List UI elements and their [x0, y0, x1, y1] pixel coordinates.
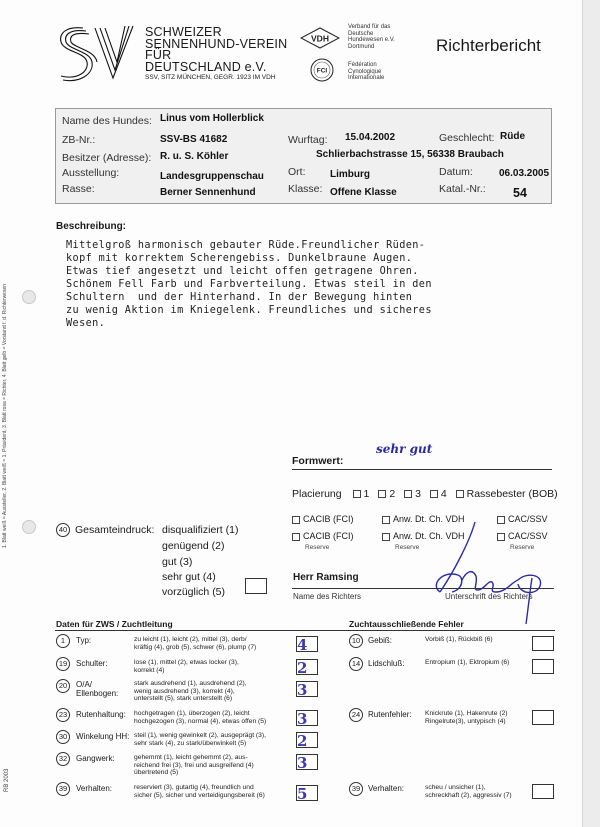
handwritten-answer: 3: [297, 754, 308, 772]
place-4-option[interactable]: [430, 488, 447, 500]
club-name-line: DEUTSCHLAND e.V.: [145, 59, 267, 74]
checkbox[interactable]: [292, 533, 300, 541]
ausstellung-value: Landesgruppenschau: [160, 171, 264, 182]
item-number-badge: 14: [349, 657, 363, 671]
zws-row-option-line: reichend frei (3), frei und ausgreifend (4): [134, 761, 254, 769]
description-line: kopf mit korrektem Scherengebiss. Dunkelbraune Augen.: [66, 253, 413, 264]
name-label: Name des Hundes:: [62, 115, 152, 127]
club-name-line: FÜR: [145, 48, 172, 62]
res-cac-ssv-label: CAC/SSV: [508, 531, 548, 541]
res-cacib-label: CACIB (FCI): [303, 531, 354, 541]
bob-option[interactable]: [456, 488, 558, 500]
handwritten-answer: 2: [297, 659, 308, 677]
gesamt-option: gut (3): [162, 556, 193, 568]
fault-row-options: [425, 659, 509, 667]
fault-row-option-line: Knickrute (1), Hakenrute (2): [425, 710, 508, 717]
zws-row-option-line: korrekt (4): [134, 666, 165, 674]
zws-row-label: Rutenhaltung:: [76, 710, 126, 719]
club-subtitle: SSV, SITZ MÜNCHEN, GEGR. 1923 IM VDH: [145, 74, 276, 81]
wurftag-label: Wurftag:: [288, 134, 328, 146]
zws-row-option-line: hochgezogen (3), normal (4), etwas offen (5): [134, 717, 267, 725]
fault-answer-box[interactable]: [532, 636, 554, 651]
zws-row-label: Gangwerk:: [76, 754, 115, 763]
checkbox[interactable]: [292, 516, 300, 524]
fault-row-label: Verhalten:: [368, 784, 405, 793]
place-1-option[interactable]: [353, 488, 370, 500]
section-divider: [55, 630, 555, 631]
zws-row-label-line: O/A/: [76, 680, 93, 689]
zws-row-option-line: lose (1), mittel (2), etwas locker (3),: [134, 659, 239, 666]
klasse-value: Offene Klasse: [330, 187, 397, 198]
besitzer-value: R. u. S. Köhler: [160, 151, 229, 162]
handwritten-answer: 2: [297, 732, 308, 750]
fault-row-label: Gebiß:: [368, 636, 393, 645]
vdh-logo-text: VDH: [311, 33, 329, 44]
zws-row-option-line: übertretend (5): [134, 769, 179, 777]
club-name: [145, 27, 287, 73]
besitzer-label: Besitzer (Adresse):: [62, 152, 152, 164]
fault-answer-box[interactable]: [532, 710, 554, 725]
gesamt-option: vorzüglich (5): [162, 586, 226, 598]
vdh-assoc-line: Verband für das: [348, 24, 391, 30]
item-number-badge: 10: [349, 634, 363, 648]
description-line: Schönem Fell Farb und Farbverteilung. Etwas steil in den: [66, 279, 432, 290]
item-number-badge: 19: [56, 657, 70, 671]
ort-label: Ort:: [288, 166, 306, 178]
zws-row-option-line: sehr stark (4), zu stark/überwinkelt (5): [134, 739, 247, 747]
cac-ssv-label: CAC/SSV: [508, 514, 548, 524]
checkbox[interactable]: [378, 490, 386, 498]
zws-row-option-line: reserviert (3), gutartig (4), freundlich und: [134, 784, 254, 791]
checkbox[interactable]: [430, 490, 438, 498]
form-code: RB 2003: [4, 768, 10, 792]
katal-value: 54: [513, 186, 527, 200]
zws-row-options: [134, 659, 239, 674]
handwritten-answer: 4: [297, 636, 308, 654]
vdh-logo: [300, 27, 340, 49]
katal-label: Katal.-Nr.:: [439, 183, 486, 195]
fault-row-option-line: schreckhaft (2), aggressiv (7): [425, 791, 512, 799]
checkbox[interactable]: [404, 490, 412, 498]
placierung-row: [292, 488, 558, 500]
vdh-assoc-line: Dortmund: [348, 43, 375, 50]
answer-box[interactable]: [296, 681, 318, 697]
answer-box[interactable]: [296, 732, 318, 748]
geschlecht-label: Geschlecht:: [439, 132, 495, 144]
zws-row-option-line: hochgetragen (1), überzogen (2), leicht: [134, 710, 250, 717]
judge-name: Herr Ramsing: [293, 572, 359, 583]
zws-row-option-line: kräftig (4), grob (5), schwer (6), plump (7): [134, 643, 257, 651]
zws-row-option-line: steil (1), wenig gewinkelt (2), ausgeprägt (3),: [134, 732, 266, 739]
zws-title: Daten für ZWS / Zuchtleitung: [56, 619, 173, 629]
fault-answer-box[interactable]: [532, 659, 554, 674]
fault-row-option-line: Entropium (1), Ektropium (6): [425, 659, 510, 666]
copy-distribution-note: 1. Blatt weiß = Aussteller, 2. Blatt weiß = 1. Präsident, 3. Blatt rosa = Richter, 4. Blatt gelb = Vorstand f. d. Richterwesen: [2, 283, 8, 548]
klasse-label: Klasse:: [288, 183, 323, 195]
judge-name-caption: Name des Richters: [293, 592, 362, 601]
ausstellung-label: Ausstellung:: [62, 167, 120, 179]
checkbox[interactable]: [382, 516, 390, 524]
answer-box[interactable]: [296, 785, 318, 801]
fault-row-label: Lidschluß:: [368, 659, 405, 668]
reserve-label: Reserve: [305, 544, 330, 551]
item-number-badge: 24: [349, 708, 363, 722]
res-anw-ch-label: Anw. Dt. Ch. VDH: [393, 531, 465, 541]
bob-label: Rassebester (BOB): [466, 488, 558, 500]
description-line: zu wenig Aktion im Kniegelenk. Freundliches und sicheres: [66, 305, 432, 316]
cacib-option[interactable]: [292, 514, 354, 524]
answer-box[interactable]: [296, 710, 318, 726]
item-number-badge: 40: [56, 523, 70, 537]
cacib-label: CACIB (FCI): [303, 514, 354, 524]
fault-row-label: Rutenfehler:: [368, 710, 412, 719]
gesamt-option: sehr gut (4): [162, 571, 216, 583]
place-1-label: 1: [363, 488, 370, 500]
placierung-label: Placierung: [292, 488, 342, 500]
formwert-label: Formwert:: [292, 455, 344, 467]
zb-value: SSV-BS 41682: [160, 134, 228, 145]
vdh-association: [348, 24, 395, 50]
address-value: Schlierbachstrasse 15, 56338 Braubach: [316, 149, 504, 160]
answer-box[interactable]: [296, 659, 318, 675]
rasse-value: Berner Sennenhund: [160, 187, 256, 198]
gesamt-option: genügend (2): [162, 540, 225, 552]
gesamt-option: disqualifiziert (1): [162, 524, 239, 536]
description-line: Schultern und der Hinterhand. In der Bewegung hinten: [66, 292, 413, 303]
item-number-badge: 23: [56, 708, 70, 722]
ort-value: Limburg: [330, 169, 370, 180]
item-number-badge: 30: [56, 730, 70, 744]
punch-hole: [22, 520, 36, 534]
checkbox[interactable]: [382, 533, 390, 541]
answer-box[interactable]: [296, 754, 318, 770]
fault-row-option-line: scheu / unsicher (1),: [425, 784, 486, 791]
description-line: Etwas tief angesetzt und leicht offen getragene Ohren.: [66, 266, 419, 277]
fci-logo: [310, 58, 334, 82]
report-title: Richterbericht: [436, 36, 541, 55]
zws-row-options: [134, 784, 265, 799]
vdh-assoc-line: Hundewesen e.V.: [348, 37, 395, 43]
club-name-line: SCHWEIZER: [145, 25, 222, 39]
faults-title: Zuchtausschließende Fehler: [349, 619, 464, 629]
checkbox[interactable]: [456, 490, 464, 498]
formwert-handwritten: sehr gut: [376, 442, 433, 456]
reserve-label: Reserve: [510, 544, 535, 551]
wurftag-value: 15.04.2002: [345, 132, 396, 143]
rasse-label: Rasse:: [62, 183, 95, 195]
place-2-label: 2: [389, 488, 396, 500]
fault-row-option-line: Ringelrute(3), untypisch (4): [425, 717, 506, 725]
page-edge: [582, 0, 600, 827]
fault-row-options: [425, 636, 493, 644]
fault-row-option-line: Vorbiß (1), Rückbiß (6): [425, 636, 493, 643]
handwritten-answer: 3: [297, 710, 308, 728]
fci-assoc-line: Fédération: [348, 62, 377, 68]
fci-assoc-line: Cynologique: [348, 68, 382, 75]
zws-row-label-line: Ellenbogen:: [76, 689, 119, 698]
place-3-option[interactable]: [404, 488, 421, 500]
judge-signature: [400, 520, 550, 625]
vdh-assoc-line: Deutsche: [348, 30, 374, 37]
item-number-badge: 39: [349, 782, 363, 796]
name-value: Linus vom Hollerblick: [160, 113, 264, 124]
fci-logo-text: FCI: [316, 67, 328, 75]
fci-association: [348, 62, 384, 82]
zws-row-option-line: wenig ausdrehend (3), korrekt (4),: [134, 687, 235, 695]
anw-ch-label: Anw. Dt. Ch. VDH: [393, 514, 465, 524]
zws-row-label: Schulter:: [76, 659, 108, 668]
handwritten-answer: 5: [297, 785, 308, 803]
fault-row-options: [425, 710, 508, 725]
reserve-label: Reserve: [395, 544, 420, 551]
zws-row-options: [134, 636, 256, 651]
gesamt-label: Gesamteindruck:: [75, 524, 155, 536]
zws-row-label: Winkelung HH:: [76, 732, 130, 741]
fault-row-options: [425, 784, 512, 799]
description-line: Mittelgroß harmonisch gebauter Rüde.Freundlicher Rüden-: [66, 240, 426, 251]
res-cacib-option[interactable]: [292, 531, 354, 541]
item-number-badge: 20: [56, 679, 70, 693]
ssv-logo: [55, 22, 137, 84]
zws-row-label: [76, 680, 118, 698]
zws-row-options: [134, 732, 266, 747]
datum-value: 06.03.2005: [499, 168, 550, 179]
zws-row-option-line: stark ausdrehend (1), ausdrehend (2),: [134, 680, 247, 687]
datum-label: Datum:: [439, 166, 473, 178]
zws-row-option-line: gehemmt (1), leicht gehemmt (2), aus-: [134, 754, 248, 761]
geschlecht-value: Rüde: [500, 131, 525, 142]
place-4-label: 4: [440, 488, 447, 500]
zws-row-options: [134, 754, 254, 777]
item-number-badge: 32: [56, 752, 70, 766]
answer-box[interactable]: [296, 636, 318, 652]
place-3-label: 3: [415, 488, 421, 500]
formwert-underline: [292, 469, 552, 470]
handwritten-answer: 3: [297, 681, 308, 699]
zws-row-option-line: zu leicht (1), leicht (2), mittel (3), derb/: [134, 636, 247, 643]
gesamt-answer-box[interactable]: [245, 578, 267, 594]
checkbox[interactable]: [353, 490, 361, 498]
punch-hole: [22, 290, 36, 304]
description-line: Wesen.: [66, 318, 106, 329]
zws-row-options: [134, 710, 266, 725]
item-number-badge: 1: [56, 634, 70, 648]
zws-row-options: [134, 680, 247, 703]
zws-row-label: Verhalten:: [76, 784, 113, 793]
description-label: Beschreibung:: [56, 221, 127, 232]
club-name-line: SENNENHUND-VEREIN: [145, 36, 288, 51]
zws-row-option-line: unterstellt (5), stark unterstellt (6): [134, 695, 233, 703]
place-2-option[interactable]: [378, 488, 395, 500]
signature-caption: Unterschrift des Richters: [445, 592, 533, 601]
zws-row-label: Typ:: [76, 636, 92, 645]
zws-row-option-line: sicher (5), sicher und verteidigungsbereit (6): [134, 791, 265, 799]
zb-label: ZB-Nr.:: [62, 134, 96, 146]
fci-assoc-line: Internationale: [348, 75, 385, 81]
item-number-badge: 39: [56, 782, 70, 796]
fault-answer-box[interactable]: [532, 784, 554, 799]
